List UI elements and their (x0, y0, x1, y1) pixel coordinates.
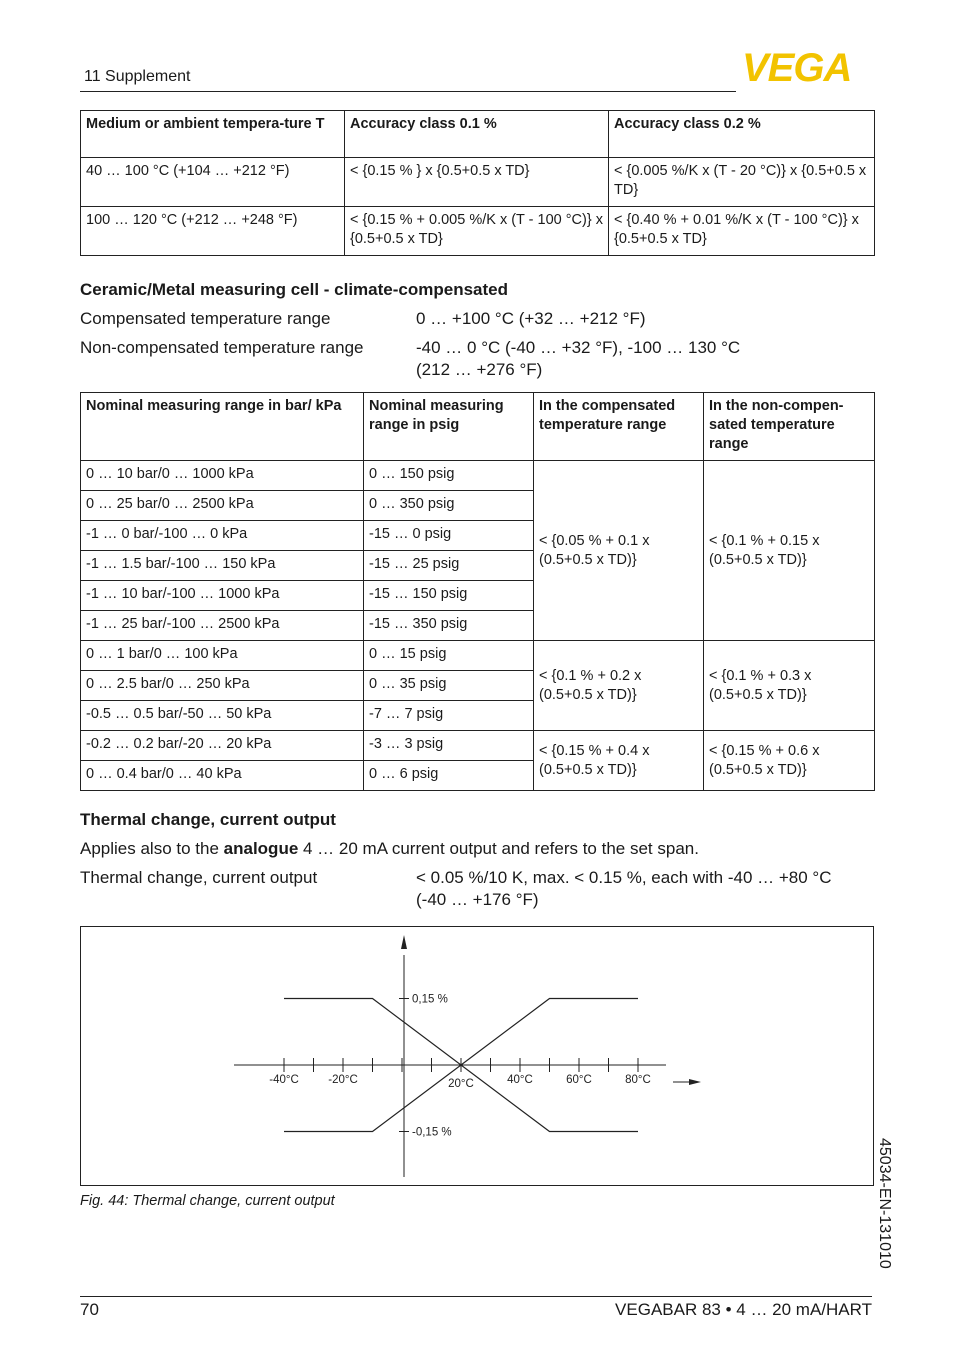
spec-value: < 0.05 %/10 K, max. < 0.15 %, each with -40 … +80 °C (416, 868, 832, 887)
table-cell: 100 … 120 °C (+212 … +248 °F) (81, 207, 345, 256)
ceramic-heading: Ceramic/Metal measuring cell - climate-compensated (80, 280, 508, 299)
table-cell: -15 … 350 psig (364, 611, 534, 641)
table-cell: < {0.1 % + 0.2 x (0.5+0.5 x TD)} (534, 641, 704, 731)
measuring-range-table (80, 392, 875, 791)
thermal-change-chart (80, 926, 874, 1186)
spec-label: Non-compensated temperature range (80, 338, 364, 357)
table-cell: -15 … 25 psig (364, 551, 534, 581)
table-cell: -0.2 … 0.2 bar/-20 … 20 kPa (81, 731, 364, 761)
spec-value-continued: (212 … +276 °F) (416, 360, 543, 379)
table-cell: -1 … 25 bar/-100 … 2500 kPa (81, 611, 364, 641)
spec-label: Compensated temperature range (80, 309, 331, 328)
table-cell: 0 … 350 psig (364, 491, 534, 521)
footer-title: VEGABAR 83 • 4 … 20 mA/HART (615, 1300, 872, 1319)
table-cell: 0 … 150 psig (364, 461, 534, 491)
spec-value: -40 … 0 °C (-40 … +32 °F), -100 … 130 °C (416, 338, 741, 357)
svg-text:VEGA: VEGA (742, 48, 852, 88)
thermal-heading: Thermal change, current output (80, 810, 336, 829)
table-cell: < {0.15 % } x {0.5+0.5 x TD} (345, 158, 609, 207)
table-cell: 0 … 0.4 bar/0 … 40 kPa (81, 761, 364, 791)
table-cell: -15 … 0 psig (364, 521, 534, 551)
table-cell: < {0.05 % + 0.1 x (0.5+0.5 x TD)} (534, 461, 704, 641)
page-number: 70 (80, 1300, 99, 1319)
x-tick-label: -20°C (328, 1074, 358, 1086)
vega-logo (742, 48, 872, 88)
table-cell: 0 … 15 psig (364, 641, 534, 671)
x-tick-label: 60°C (566, 1074, 592, 1086)
table-cell: < {0.005 %/K x (T - 20 °C)} x {0.5+0.5 x TD} (609, 158, 875, 207)
y-axis-arrow (401, 935, 407, 949)
table-header: In the non-compen-sated temperature range (704, 393, 875, 461)
table-row (81, 461, 875, 491)
intro-bold: analogue (223, 839, 299, 858)
table-header: Nominal measuring range in psig (364, 393, 534, 461)
table-cell: < {0.15 % + 0.005 %/K x (T - 100 °C)} x {0.5+0.5 x TD} (345, 207, 609, 256)
footer-divider (80, 1296, 872, 1297)
table-row (81, 731, 875, 761)
table-cell: < {0.1 % + 0.3 x (0.5+0.5 x TD)} (704, 641, 875, 731)
section-title: 11 Supplement (84, 68, 191, 85)
y-tick-label: 0,15 % (412, 993, 448, 1006)
header-divider (80, 91, 736, 92)
document-id: 45034-EN-131010 (876, 1138, 893, 1269)
spec-label: Thermal change, current output (80, 868, 318, 887)
table-header: Accuracy class 0.2 % (609, 111, 875, 158)
intro-text: Applies also to the (80, 839, 224, 858)
table-row (81, 641, 875, 671)
table-cell: -1 … 0 bar/-100 … 0 kPa (81, 521, 364, 551)
table-cell: 0 … 6 psig (364, 761, 534, 791)
x-tick-label: 80°C (625, 1074, 651, 1086)
table-header: Accuracy class 0.1 % (345, 111, 609, 158)
intro-text: 4 … 20 mA current output and refers to the set span. (298, 839, 699, 858)
table-cell: -15 … 150 psig (364, 581, 534, 611)
table-cell: 0 … 10 bar/0 … 1000 kPa (81, 461, 364, 491)
spec-value-continued: (-40 … +176 °F) (416, 890, 539, 909)
thermal-intro (80, 838, 699, 860)
figure-caption: Fig. 44: Thermal change, current output (80, 1193, 335, 1209)
table-cell: 0 … 2.5 bar/0 … 250 kPa (81, 671, 364, 701)
table-cell: -0.5 … 0.5 bar/-50 … 50 kPa (81, 701, 364, 731)
table-row (81, 207, 875, 256)
table-header: Medium or ambient tempera-ture T (81, 111, 345, 158)
table-row (81, 158, 875, 207)
table-cell: 0 … 1 bar/0 … 100 kPa (81, 641, 364, 671)
x-tick-label: 20°C (448, 1078, 474, 1090)
table-cell: 0 … 25 bar/0 … 2500 kPa (81, 491, 364, 521)
table-header: Nominal measuring range in bar/ kPa (81, 393, 364, 461)
table-cell: 0 … 35 psig (364, 671, 534, 701)
y-tick-label: -0,15 % (412, 1126, 452, 1139)
table-header: In the compensated temperature range (534, 393, 704, 461)
x-axis-arrow (689, 1079, 701, 1085)
table-cell: 40 … 100 °C (+104 … +212 °F) (81, 158, 345, 207)
table-cell: -3 … 3 psig (364, 731, 534, 761)
spec-value: 0 … +100 °C (+32 … +212 °F) (416, 309, 646, 328)
table-cell: < {0.40 % + 0.01 %/K x (T - 100 °C)} x {0.5+0.5 x TD} (609, 207, 875, 256)
upper-limit-line (284, 999, 638, 1066)
x-tick-label: 40°C (507, 1074, 533, 1086)
accuracy-class-table (80, 110, 875, 256)
table-cell: < {0.1 % + 0.15 x (0.5+0.5 x TD)} (704, 461, 875, 641)
x-tick-label: -40°C (269, 1074, 299, 1086)
table-cell: -7 … 7 psig (364, 701, 534, 731)
table-cell: -1 … 1.5 bar/-100 … 150 kPa (81, 551, 364, 581)
table-cell: < {0.15 % + 0.6 x (0.5+0.5 x TD)} (704, 731, 875, 791)
chart-canvas (81, 927, 873, 1185)
table-cell: < {0.15 % + 0.4 x (0.5+0.5 x TD)} (534, 731, 704, 791)
table-cell: -1 … 10 bar/-100 … 1000 kPa (81, 581, 364, 611)
